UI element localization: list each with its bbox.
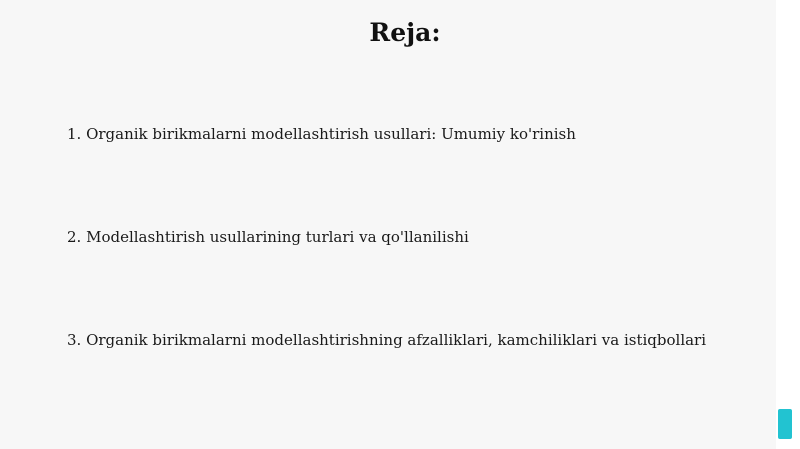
scrollbar-track[interactable] bbox=[776, 0, 800, 449]
plan-item-3: 3. Organik birikmalarni modellashtirishning afzalliklari, kamchiliklari va istiqbollari bbox=[67, 331, 707, 349]
plan-item-1: 1. Organik birikmalarni modellashtirish usullari: Umumiy ko'rinish bbox=[67, 125, 576, 143]
slide-title: Reja: bbox=[369, 18, 441, 47]
plan-item-2: 2. Modellashtirish usullarining turlari va qo'llanilishi bbox=[67, 228, 469, 246]
scrollbar-thumb[interactable] bbox=[778, 409, 792, 439]
